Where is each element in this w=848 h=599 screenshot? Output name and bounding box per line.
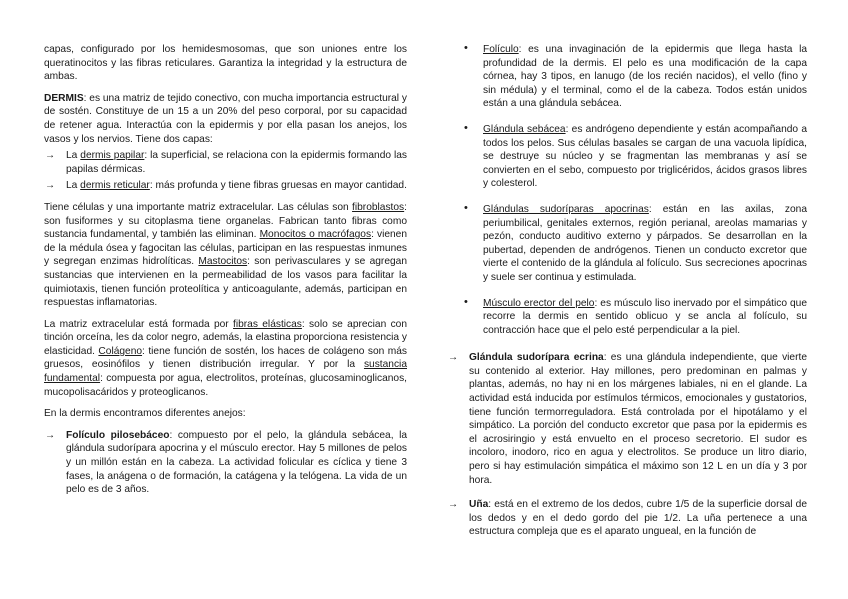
dermis-text: : es una matriz de tejido conectivo, con mucha importancia estructural y de sostén. Constituye de un 15 a un 20% del peso corporal, por su capacidad de retener agua. Interactúa con la epidermis y por ella pasan los anejos, los vasos y los nervios. Tiene dos capas:	[44, 92, 407, 145]
text-run: : tiene función de sostén, los haces de colágeno son más gruesos, eosinófilos y tienen distribución irregular. Y por la	[44, 345, 407, 371]
foliculo-pilosebaceo-heading: Folículo pilosebáceo	[66, 429, 170, 441]
item-text: : más profunda y tiene fibras gruesas en mayor cantidad.	[149, 180, 407, 192]
arrow-icon: →	[45, 180, 56, 192]
arrow-icon: →	[45, 429, 56, 441]
text-run: : son fusiformes y su citoplasma tiene organelas. Fabrican tanto fibras como sustancia fundamental, y también las eliminan.	[44, 201, 407, 241]
term-dermis-papilar: dermis papilar	[80, 150, 145, 162]
una-heading: Uña	[469, 499, 489, 511]
item-text: : compuesto por el pelo, la glándula sebácea, la glándula sudorípara apocrina y el músculo erector. Hay 5 millones de pelos y un millón están en la cabeza. La actividad folicular es cíclica y tiene 3 fases, la anágena o de formación, la catágena y la telógena. La vida de un pelo es de 3 años.	[66, 429, 407, 496]
bullet-icon: •	[464, 201, 468, 214]
item-text: : la superficial, se relaciona con la epidermis formando las papilas dérmicas.	[66, 150, 407, 175]
text-run: Tiene células y una importante matriz extracelular. Las células son	[44, 201, 353, 213]
term-dermis-reticular: dermis reticular	[80, 180, 150, 192]
text-run: : solo se aprecian con tinción orceína, les da color negro, además, la elastina proporciona resistencia y elasticidad.	[44, 318, 407, 357]
item-prefix: La	[66, 180, 81, 192]
term-glandulas-apocrinas: Glándulas sudoríparas apocrinas	[483, 203, 649, 215]
term-fibroblastos: fibroblastos	[352, 201, 405, 213]
item-text: : es andrógeno dependiente y están acompañando a todos los pelos. Sus células basales se cargan de una vacuola lipídica, se destruye su núcleo y se fragmentan las membranas y así se convierten en el sebo, compuesto por triglicéridos, ácidos grasos libres y colesterol.	[483, 123, 807, 190]
bullet-icon: •	[464, 42, 468, 54]
text-run: : compuesta por agua, electrolitos, proteínas, glucosaminoglicanos, mucopolisacáridos y proteoglicanos.	[44, 373, 407, 398]
list-item	[447, 498, 807, 539]
bullet-icon: •	[464, 121, 468, 134]
item-prefix: La	[66, 150, 81, 162]
arrow-icon: →	[448, 352, 459, 364]
anejos-intro: En la dermis encontramos diferentes anejos:	[44, 408, 246, 420]
glandula-ecrina-heading: Glándula sudorípara ecrina	[469, 352, 604, 364]
dermis-heading: DERMIS	[44, 92, 84, 104]
cells-paragraph	[44, 201, 407, 310]
term-musculo-erector: Músculo erector del pelo	[483, 297, 595, 309]
right-column	[447, 43, 807, 542]
arrow-icon: →	[45, 150, 56, 162]
matrix-paragraph	[44, 318, 407, 400]
term-mastocitos: Mastocitos	[198, 256, 248, 268]
item-text: : es una glándula independiente, que vierte su contenido al exterior. Hay millones, pero predominan en palmas y plantas, además, no hay ni en los márgenes labiales, ni en el glande. La actividad está inducida por estímulos térmicos, emocionales y gustatorios, tiene función termorreguladora. Está controlada por el hipotálamo y el simpático. La porción del conducto excretor que pasa por la epidermis es el acrosiringio y está envuelto en el proceso secretorio. El sudor es incoloro, inodoro, rico en agua y electrolitos. Se produce un litro diario, pero si hay estimulación simpática el máximo son 12 L en un día y 3 por hora.	[469, 352, 807, 486]
term-glandula-sebacea: Glándula sebácea	[483, 123, 566, 135]
item-text: : están en las axilas, zona periumbilical, genitales externos, región perianal, areolas mamarias y pezón, conducto auditivo externo y párpados. Se desarrollan en la pubertad, dependen de andrógenos. Tienen un conducto excretor que vierte el contenido de la glándula al folículo. Sus secreciones apocrinas y suele ser continua y estimulada.	[483, 203, 807, 283]
term-monocitos: Monocitos o macrófagos	[259, 229, 372, 241]
bullet-item	[447, 123, 807, 191]
text-run: : vienen de la médula ósea y fagocitan las células, participan en las respuestas inmunes y segregan enzimas hidrolíticas.	[44, 229, 407, 268]
list-item	[44, 149, 407, 176]
bullet-item	[447, 203, 807, 285]
list-item	[44, 179, 407, 193]
arrow-icon: →	[448, 499, 459, 511]
term-foliculo: Folículo	[483, 44, 519, 55]
bullet-item	[447, 297, 807, 338]
item-text: : está en el extremo de los dedos, cubre 1/5 de la superficie dorsal de los dedos y en el dedo gordo del pie 1/2. La uña pertenece a una estructura compleja que es el aparato ungueal, en la función de	[469, 499, 807, 538]
intro-paragraph: capas, configurado por los hemidesmosomas, que son uniones entre los queratinocitos y las fibras reticulares. Garantiza la integridad y la estructura de ambas.	[44, 44, 407, 83]
dermis-paragraph	[44, 92, 407, 146]
list-item	[44, 429, 407, 497]
text-run: : son perivasculares y se agregan sustancias que intervienen en la permeabilidad de los vasos para facilitar la quimiotaxis, tienen función proteolítica y anticoagulante, además, participan en respuestas inflamatorias.	[44, 256, 407, 309]
item-text: : es una invaginación de la epidermis que llega hasta la profundidad de la dermis. El pelo es una modificación de la capa córnea, hay 3 tipos, en lanugo (de los recién nacidos), el vello (fino y sin médula) y el terminal, como el de la cabeza. Todos están unidos están a una glándula sebácea.	[483, 44, 807, 110]
bullet-icon: •	[464, 295, 468, 308]
text-run: La matriz extracelular está formada por	[44, 318, 234, 330]
left-column	[44, 43, 407, 500]
term-fibras-elasticas: fibras elásticas	[233, 318, 302, 330]
item-text: : es músculo liso inervado por el simpático que recorre la dermis en sentido oblicuo y se ancla al folículo, su contracción hace que el pelo esté perpendicular a la piel.	[483, 297, 807, 336]
term-colageno: Colágeno	[98, 345, 143, 357]
bullet-item	[447, 43, 807, 111]
term-sustancia-fundamental: sustancia fundamental	[44, 359, 407, 385]
list-item	[447, 351, 807, 487]
